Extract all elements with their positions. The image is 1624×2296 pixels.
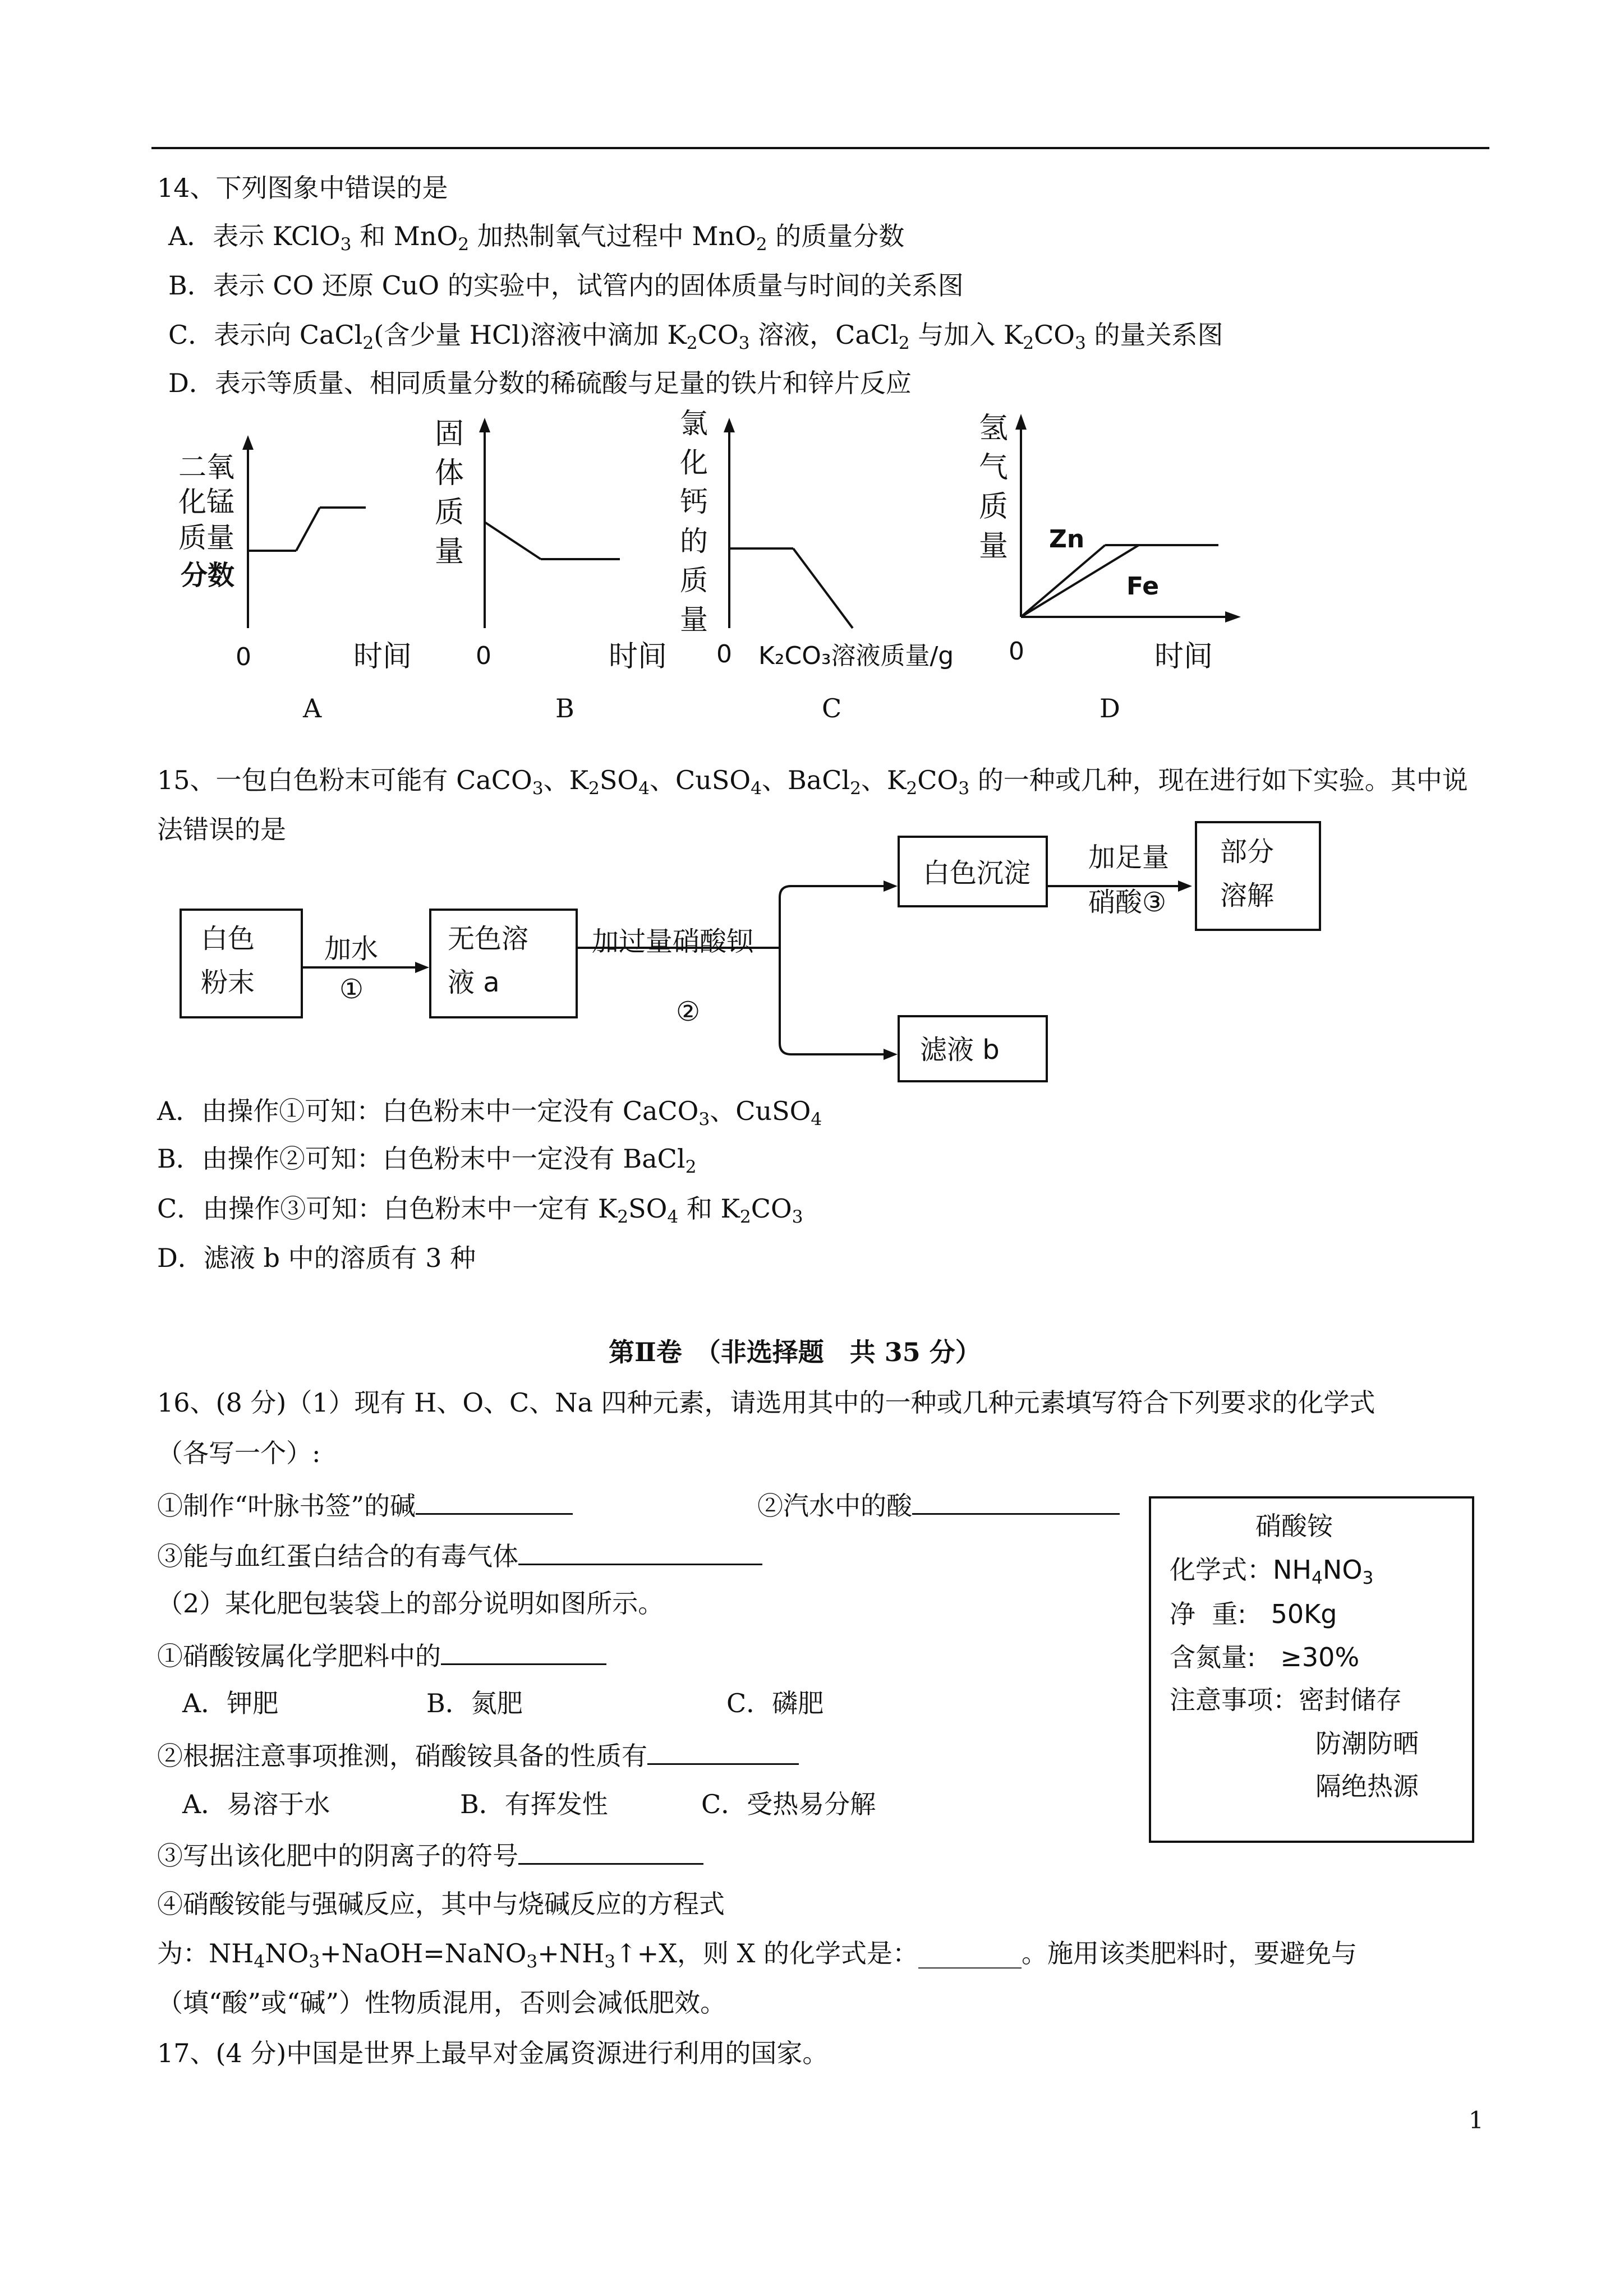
flow-box-partial-line1: 部分 <box>1220 836 1275 868</box>
graph-d-origin: 0 <box>1009 637 1024 666</box>
flow-box-partial-line2: 溶解 <box>1220 880 1275 911</box>
graph-c-origin: 0 <box>716 640 732 668</box>
graph-d-fe-label: Fe <box>1126 572 1160 601</box>
section-2-heading: 第Ⅱ卷 （非选择题 共 35 分） <box>609 1337 981 1367</box>
q16-sub4: ④硝酸铵能与强碱反应，其中与烧碱反应的方程式 <box>157 1889 725 1919</box>
q14-stem: 14、下列图象中错误的是 <box>157 173 448 203</box>
q17-stem: 17、(4 分)中国是世界上最早对金属资源进行利用的国家。 <box>157 2038 829 2068</box>
flow-box-colorless-line2: 液 a <box>448 967 500 998</box>
q15-option-a: A．由操作①可知：白色粉末中一定没有 CaCO3、CuSO4 <box>157 1096 822 1129</box>
flow-step2-label: 加过量硝酸钡 <box>592 926 754 957</box>
graph-a-ylabel-4: 分数 <box>181 560 235 591</box>
graph-a-origin: 0 <box>236 643 251 671</box>
graph-d-zn-label: Zn <box>1049 525 1085 554</box>
q16-item2-blank[interactable] <box>912 1491 1120 1515</box>
q16-item3-blank[interactable] <box>518 1541 762 1565</box>
graph-d-ylabel-4: 量 <box>979 529 1009 563</box>
q15-stem-line1: 15、一包白色粉末可能有 CaCO3、K2SO4、CuSO4、BaCl2、K2CO3 的一种或几种，现在进行如下实验。其中说 <box>157 765 1468 799</box>
q16-sub2-blank[interactable] <box>647 1741 799 1765</box>
page-number: 1 <box>1469 2106 1484 2134</box>
graph-c-ylabel-5: 质 <box>680 564 708 597</box>
graph-c-ylabel-3: 钙 <box>680 486 708 518</box>
q16-sub1-option-a: A．钾肥 <box>182 1688 279 1718</box>
q16-item1: ①制作“叶脉书签”的碱 <box>157 1491 573 1519</box>
q16-part2: （2）某化肥包装袋上的部分说明如图所示。 <box>157 1588 664 1619</box>
q16-sub2-option-b: B．有挥发性 <box>460 1789 608 1819</box>
graph-b-caption: B <box>555 693 574 723</box>
q16-sub3: ③写出该化肥中的阴离子的符号 <box>157 1841 703 1869</box>
q15-option-d: D．滤液 b 中的溶质有 3 种 <box>157 1243 476 1273</box>
q16-item2: ②汽水中的酸 <box>757 1491 1120 1519</box>
flow-box-white-powder-line2: 粉末 <box>201 967 255 998</box>
q16-sub3-blank[interactable] <box>518 1841 703 1865</box>
q16-sub1: ①硝酸铵属化学肥料中的 <box>157 1641 606 1669</box>
graph-c-ylabel-4: 的 <box>680 525 708 557</box>
q16-item1-blank[interactable] <box>416 1491 573 1515</box>
flow-step3-line1: 加足量 <box>1088 842 1170 873</box>
graph-a-xlabel: 时间 <box>353 640 412 674</box>
q16-sub1-option-b: B．氮肥 <box>426 1688 523 1718</box>
q16-line1: 16、(8 分)（1）现有 H、O、C、Na 四种元素，请选用其中的一种或几种元素填写符合下列要求的化学式 <box>157 1387 1375 1418</box>
q16-sub2-option-c: C．受热易分解 <box>701 1789 876 1819</box>
flow-box-white-precipitate-text: 白色沉淀 <box>923 857 1031 889</box>
fertilizer-label-title: 硝酸铵 <box>1255 1511 1333 1541</box>
graph-a-ylabel-1: 二氧 <box>178 451 234 483</box>
fertilizer-label-notice2: 防潮防晒 <box>1315 1728 1419 1759</box>
q16-sub2-option-a: A．易溶于水 <box>182 1789 330 1819</box>
flow-step1-label: 加水 <box>324 933 379 965</box>
flow-step3-line2: 硝酸③ <box>1088 887 1167 918</box>
graph-a-caption: A <box>303 693 322 723</box>
q16-line2: （各写一个）: <box>157 1438 321 1468</box>
graph-c-ylabel-6: 量 <box>680 603 708 636</box>
graph-d-xlabel: 时间 <box>1154 640 1213 674</box>
flow-box-white-powder-line1: 白色 <box>201 923 255 955</box>
graph-a-ylabel-2: 化锰 <box>178 486 234 518</box>
flow-box-filtrate-b-text: 滤液 b <box>920 1034 1000 1066</box>
flow-step2-number: ② <box>676 996 701 1027</box>
flow-box-colorless-line1: 无色溶 <box>448 923 529 955</box>
fertilizer-label-nitrogen: 含氮量: ≥30% <box>1170 1642 1360 1672</box>
graph-c-ylabel-1: 氯 <box>680 407 708 440</box>
q15-stem-line2: 法错误的是 <box>157 814 286 845</box>
q14-option-d: D．表示等质量、相同质量分数的稀硫酸与足量的铁片和锌片反应 <box>168 368 912 398</box>
graph-d-ylabel-1: 氢 <box>979 412 1009 445</box>
graph-d-ylabel-3: 质 <box>979 490 1009 524</box>
graph-c-xlabel: K₂CO₃溶液质量/g <box>758 642 954 670</box>
q16-sub1-option-c: C．磷肥 <box>726 1688 824 1718</box>
graph-b-xlabel: 时间 <box>609 640 668 674</box>
fertilizer-label-formula: 化学式：NH4NO3 <box>1170 1555 1374 1588</box>
graph-b-ylabel-4: 量 <box>435 535 464 569</box>
q14-option-c: C．表示向 CaCl2(含少量 HCl)溶液中滴加 K2CO3 溶液，CaCl2 与加入 K2CO3 的量关系图 <box>168 320 1223 353</box>
q16-sub2: ②根据注意事项推测，硝酸铵具备的性质有 <box>157 1741 799 1769</box>
fertilizer-label-weight: 净 重: 50Kg <box>1170 1599 1337 1629</box>
graph-d-caption: D <box>1099 693 1120 723</box>
graph-b-ylabel-3: 质 <box>435 496 464 529</box>
q16-equation-line2: （填“酸”或“碱”）性物质混用，否则会减低肥效。 <box>157 1988 726 2018</box>
q14-option-b: B．表示 CO 还原 CuO 的实验中，试管内的固体质量与时间的关系图 <box>168 270 964 301</box>
q15-option-b: B．由操作②可知：白色粉末中一定没有 BaCl2 <box>157 1144 697 1177</box>
q16-item3: ③能与血红蛋白结合的有毒气体 <box>157 1541 762 1569</box>
q15-option-c: C．由操作③可知：白色粉末中一定有 K2SO4 和 K2CO3 <box>157 1193 803 1227</box>
graph-d-ylabel-2: 气 <box>979 451 1009 485</box>
graph-b-ylabel-1: 固 <box>435 417 464 451</box>
graph-a-ylabel-3: 质量 <box>178 522 234 554</box>
q16-sub1-blank[interactable] <box>441 1641 606 1665</box>
q14-option-a: A．表示 KClO3 和 MnO2 加热制氧气过程中 MnO2 的质量分数 <box>168 221 905 255</box>
graph-c-ylabel-2: 化 <box>680 446 708 479</box>
graph-c-caption: C <box>822 693 842 723</box>
fertilizer-label-notice: 注意事项：密封储存 <box>1170 1685 1402 1715</box>
graph-b-ylabel-2: 体 <box>435 457 464 490</box>
flow-step1-number: ① <box>339 974 364 1005</box>
q16-equation: 为：NH4NO3+NaOH=NaNO3+NH3↑+X，则 X 的化学式是：________。施用该类肥料时，要避免与 <box>157 1938 1357 1972</box>
fertilizer-label-notice3: 隔绝热源 <box>1315 1771 1419 1801</box>
graph-b-origin: 0 <box>476 642 491 670</box>
